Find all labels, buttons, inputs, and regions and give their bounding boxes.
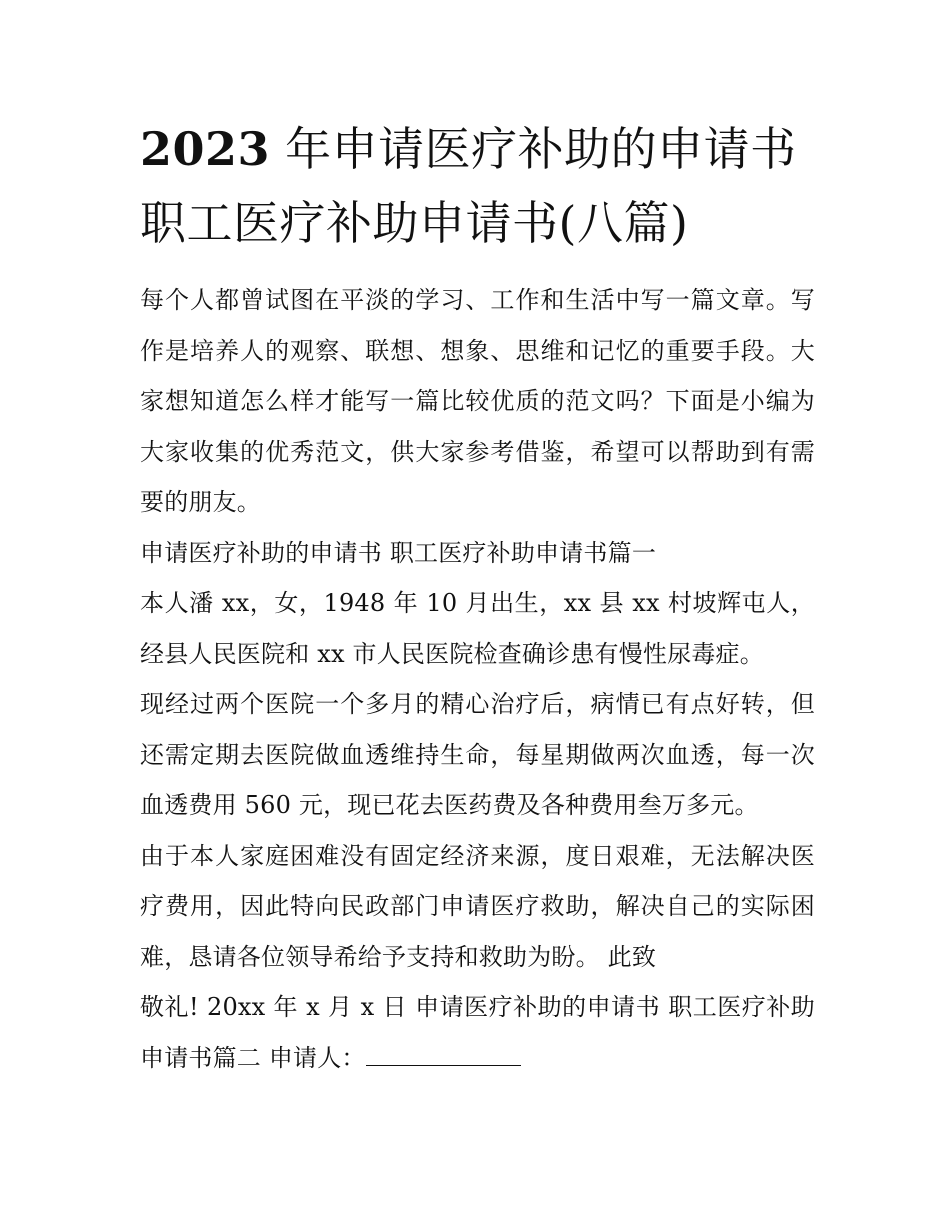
- intro-paragraph: 每个人都曾试图在平淡的学习、工作和生活中写一篇文章。写作是培养人的观察、联想、想象、思维和记忆的重要手段。大家想知道怎么样才能写一篇比较优质的范文吗？下面是小编为大家收集的优秀范文，供大家参考借鉴，希望可以帮助到有需要的朋友。: [140, 286, 815, 516]
- document-title: [140, 112, 820, 260]
- paragraph-treatment: 现经过两个医院一个多月的精心治疗后，病情已有点好转，但还需定期去医院做血透维持生命，每星期做两次血透，每一次血透费用 560 元，现已花去医药费及各种费用叁万多元。: [140, 690, 815, 819]
- title-year: 2023: [140, 122, 271, 176]
- section-heading-1: 申请医疗补助的申请书 职工医疗补助申请书篇一: [140, 538, 657, 567]
- document-body: [140, 275, 815, 1083]
- paragraph-applicant-info: 本人潘 xx，女，1948 年 10 月出生，xx 县 xx 村坡辉屯人，经县人民医院和 xx 市人民医院检查确诊患有慢性尿毒症。: [140, 589, 815, 668]
- paragraph-closing: [140, 982, 815, 1083]
- title-text: 年申请医疗补助的申请书 职工医疗补助申请书(八篇): [140, 122, 797, 250]
- applicant-blank-line: [366, 1043, 521, 1066]
- paragraph-request: 由于本人家庭困难没有固定经济来源，度日艰难，无法解决医疗费用，因此特向民政部门申请医疗救助，解决自己的实际困难，恳请各位领导希给予支持和救助为盼。 此致: [140, 841, 815, 971]
- closing-text: 敬礼! 20xx 年 x 月 x 日 申请医疗补助的申请书 职工医疗补助申请书篇二 申请人：: [140, 993, 815, 1072]
